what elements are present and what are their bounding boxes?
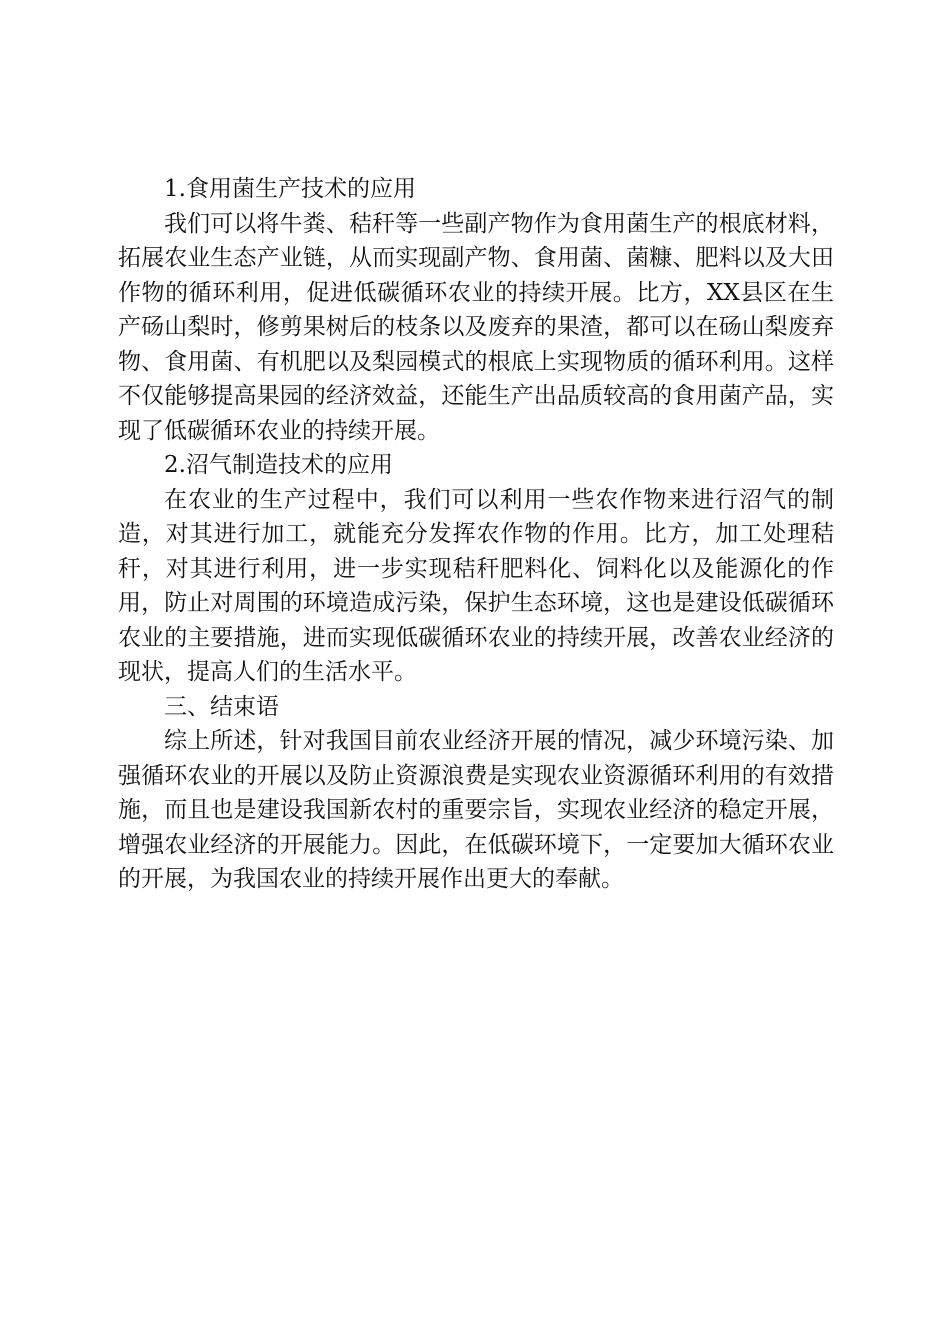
document-body [118,172,834,897]
paragraph-conclusion: 综上所述，针对我国目前农业经济开展的情况，减少环境污染、加强循环农业的开展以及防止资源浪费是实现农业资源循环利用的有效措施，而且也是建设我国新农村的重要宗旨，实现农业经济的稳定开展，增强农业经济的开展能力。因此，在低碳环境下，一定要加大循环农业的开展，为我国农业的持续开展作出更大的奉献。 [118,728,834,892]
section-heading-edible-fungi: 1.食用菌生产技术的应用 [164,176,416,202]
section-heading-biogas: 2.沼气制造技术的应用 [164,452,393,478]
paragraph-biogas: 在农业的生产过程中，我们可以利用一些农作物来进行沼气的制造，对其进行加工，就能充分发挥农作物的作用。比方，加工处理秸秆，对其进行利用，进一步实现秸秆肥料化、饲料化以及能源化的作用，防止对周围的环境造成污染，保护生态环境，这也是建设低碳循环农业的主要措施，进而实现低碳循环农业的持续开展，改善农业经济的现状，提高人们的生活水平。 [118,486,834,685]
section-heading-conclusion: 三、结束语 [164,693,279,720]
paragraph-edible-fungi: 我们可以将牛粪、秸秆等一些副产物作为食用菌生产的根底材料，拓展农业生态产业链，从而实现副产物、食用菌、菌糠、肥料以及大田作物的循环利用，促进低碳循环农业的持续开展。比方，XX县区在生产砀山梨时，修剪果树后的枝条以及废弃的果渣，都可以在砀山梨废弃物、食用菌、有机肥以及梨园模式的根底上实现物质的循环利用。这样不仅能够提高果园的经济效益，还能生产出品质较高的食用菌产品，实现了低碳循环农业的持续开展。 [118,210,834,444]
